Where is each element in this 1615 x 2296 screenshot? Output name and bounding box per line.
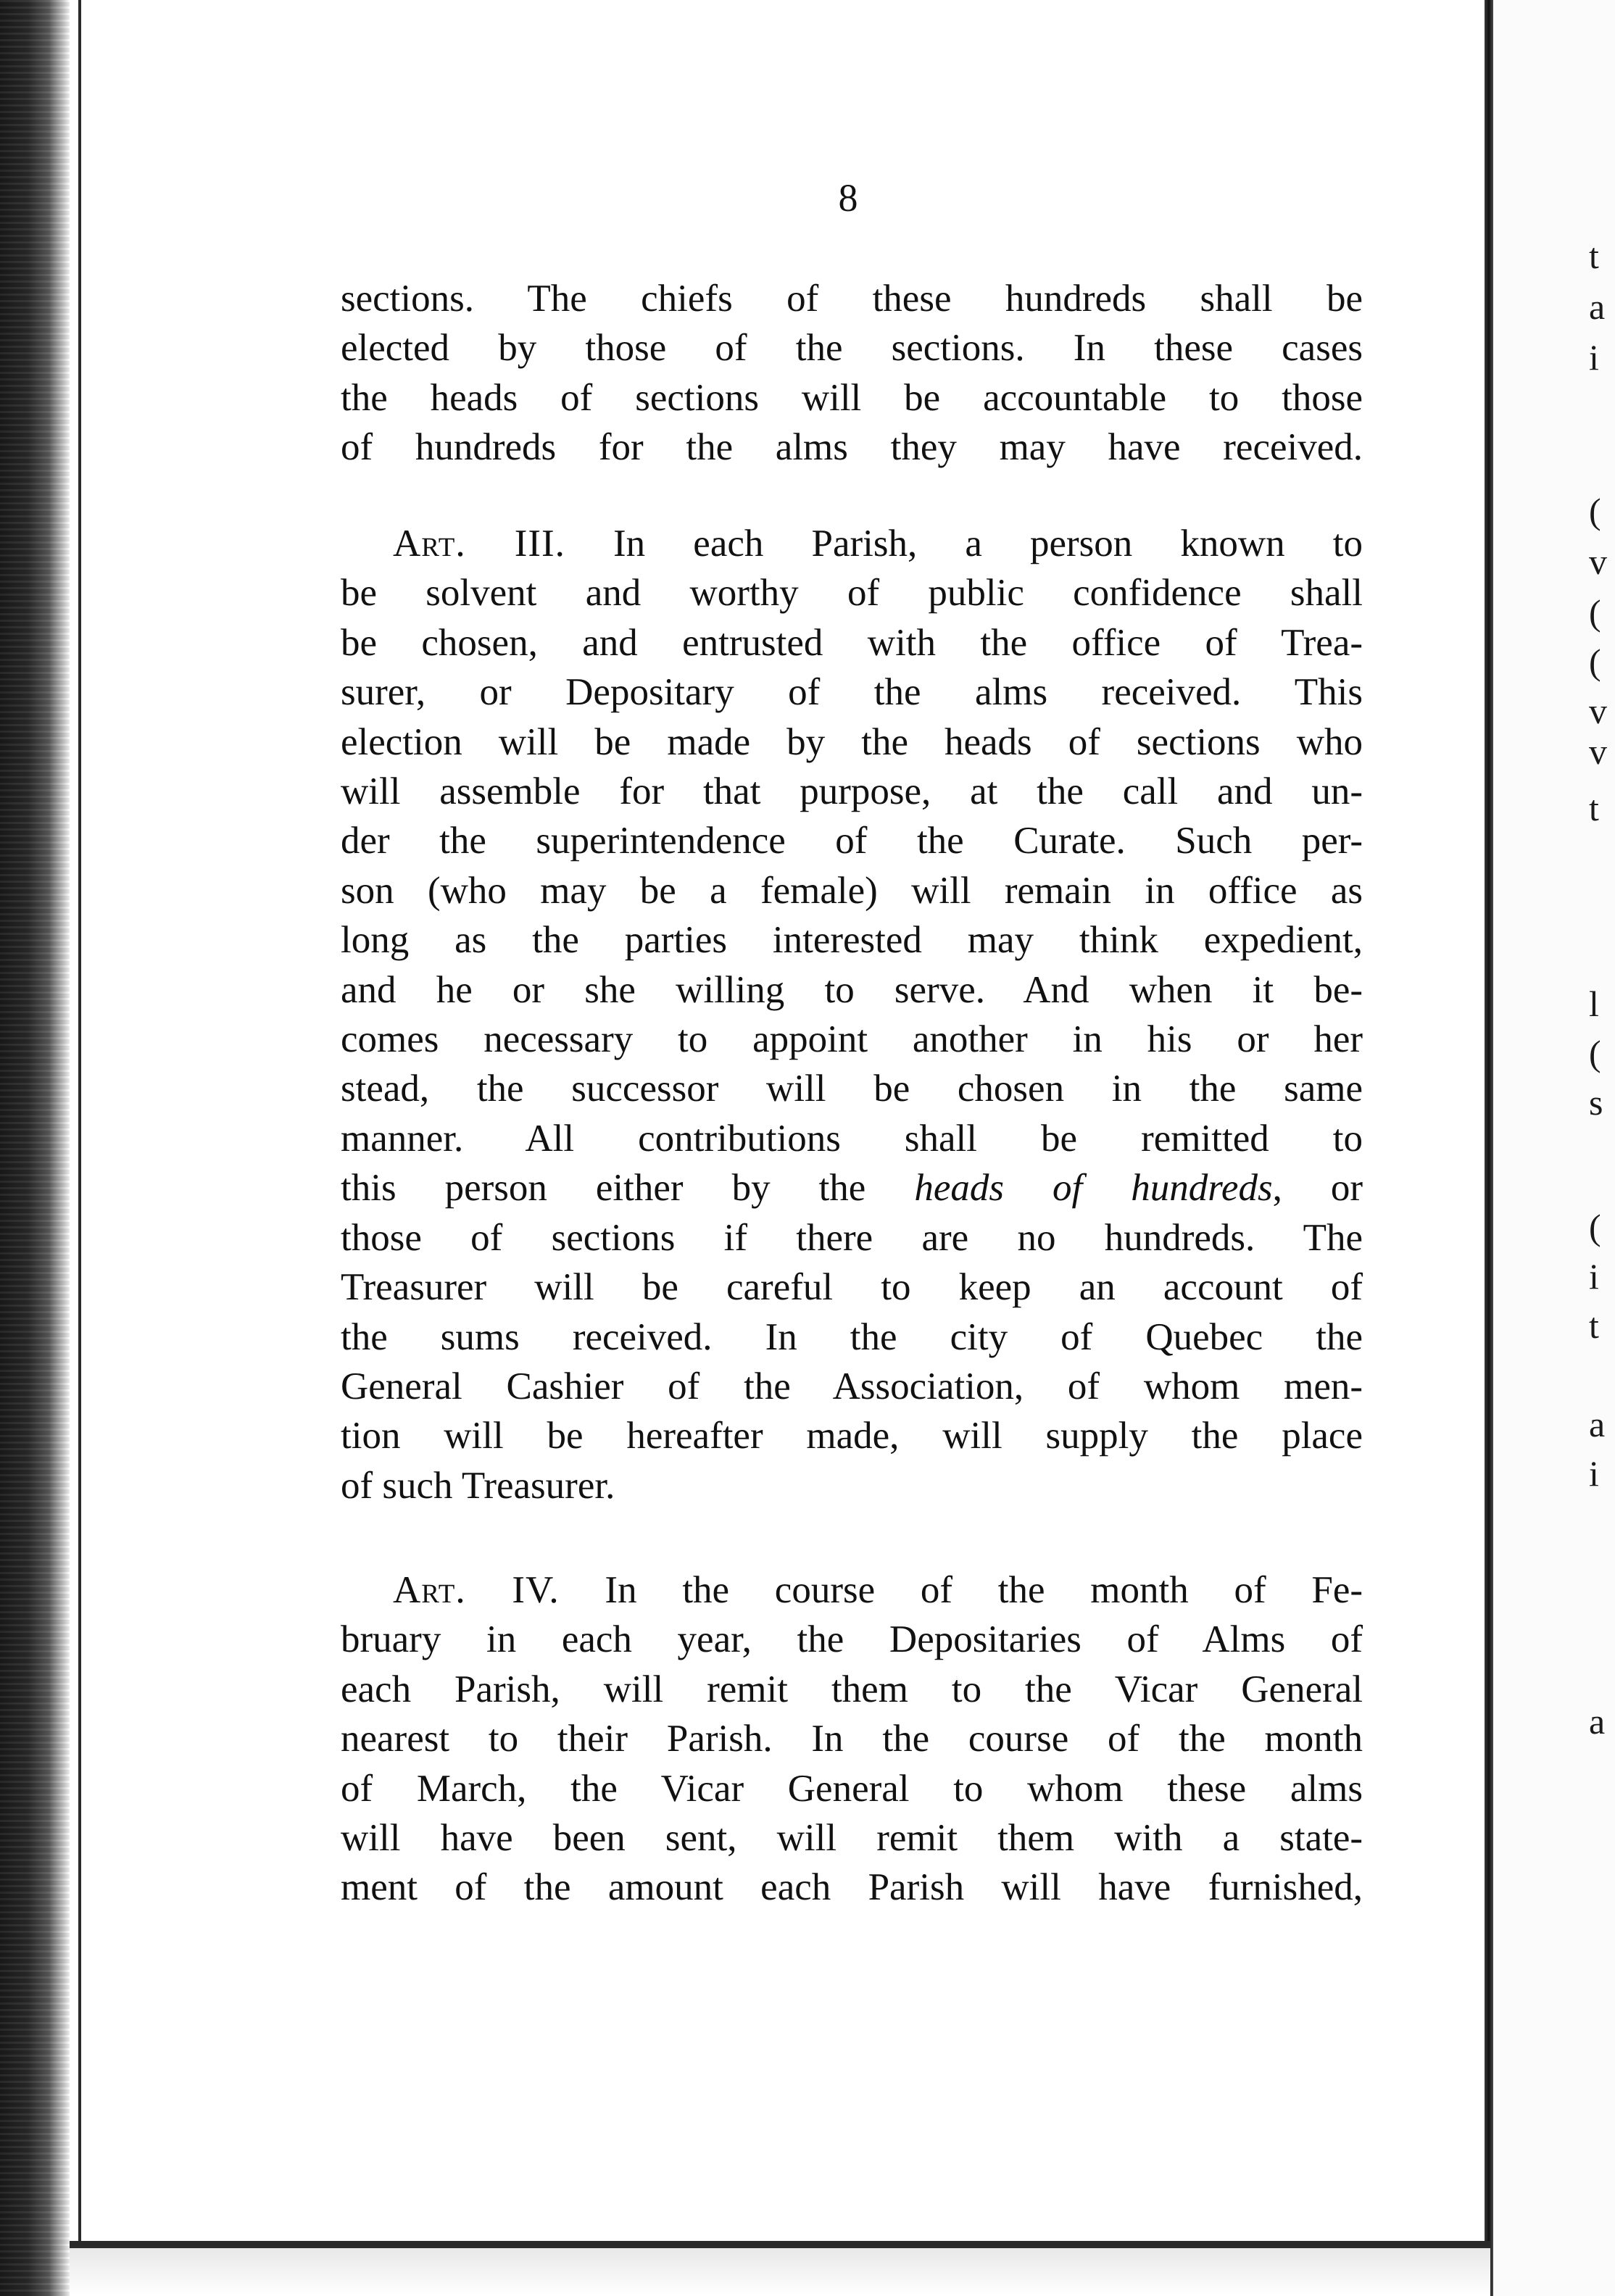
facing-page-fragment: ( <box>1589 1207 1601 1247</box>
text-line: the sums received. In the city of Quebec the <box>341 1315 1363 1358</box>
facing-page-fragment: t <box>1589 1305 1599 1346</box>
text-line: tion will be hereafter made, will supply the place <box>341 1415 1363 1457</box>
text-line: ment of the amount each Parish will have furnished, <box>341 1866 1363 1909</box>
text-line: Art. III. In each Parish, a person known to <box>393 523 1363 565</box>
facing-page-fragment: ( <box>1589 491 1601 531</box>
paragraph-article-3 <box>341 519 1363 1510</box>
text-line: be solvent and worthy of public confidence shall <box>341 572 1363 615</box>
text-line: comes necessary to appoint another in his or her <box>341 1018 1363 1061</box>
facing-page-fragment: a <box>1589 1404 1606 1444</box>
text-line: surer, or Depositary of the alms received. This <box>341 671 1363 714</box>
facing-page-fragment: ( <box>1589 592 1601 633</box>
text-line: election will be made by the heads of sections who <box>341 720 1363 763</box>
text-line: elected by those of the sections. In these cases <box>341 327 1363 370</box>
facing-page-fragment: v <box>1589 541 1607 582</box>
facing-page-fragment: i <box>1589 1453 1599 1494</box>
text-line: der the superintendence of the Curate. Such per- <box>341 820 1363 862</box>
page-number: 8 <box>838 176 858 220</box>
text-line: son (who may be a female) will remain in office as <box>341 869 1363 912</box>
facing-page-fragment: i <box>1589 337 1599 378</box>
bottom-page-strip <box>70 2248 1490 2296</box>
facing-page-fragment: i <box>1589 1256 1599 1297</box>
text-line: those of sections if there are no hundreds. The <box>341 1216 1363 1259</box>
facing-page-fragment: s <box>1589 1082 1603 1123</box>
text-line: be chosen, and entrusted with the office of Trea- <box>341 621 1363 664</box>
text-line: manner. All contributions shall be remitted to <box>341 1117 1363 1160</box>
text-line: of March, the Vicar General to whom these alms <box>341 1767 1363 1810</box>
article-label: Art. III. <box>393 523 565 565</box>
text-line: this person either by the heads of hundreds, or <box>341 1167 1363 1210</box>
paragraph-1 <box>341 274 1363 473</box>
text-line: of hundreds for the alms they may have received. <box>341 426 1363 469</box>
text-line: of such Treasurer. <box>341 1464 615 1507</box>
italic-phrase: heads of hundreds <box>914 1167 1273 1210</box>
facing-page-fragment: ( <box>1589 641 1601 682</box>
bottom-edge <box>70 2241 1490 2248</box>
text-line: the heads of sections will be accountable to those <box>341 376 1363 419</box>
facing-page-fragment: t <box>1589 236 1599 276</box>
page-divider <box>1485 0 1493 2296</box>
text-line: Treasurer will be careful to keep an account of <box>341 1266 1363 1309</box>
text-line: nearest to their Parish. In the course of the month <box>341 1718 1363 1760</box>
article-label: Art. IV. <box>393 1569 560 1611</box>
gutter-texture <box>0 0 70 2296</box>
text-line: stead, the successor will be chosen in the same <box>341 1068 1363 1110</box>
text-line: sections. The chiefs of these hundreds shall be <box>341 278 1363 320</box>
paragraph-article-4 <box>341 1565 1363 1913</box>
facing-page-fragment: l <box>1589 983 1599 1024</box>
spine-line <box>78 0 81 2296</box>
text-line: Art. IV. In the course of the month of Fe- <box>393 1569 1363 1611</box>
facing-page-fragment: v <box>1589 731 1607 772</box>
text-line: bruary in each year, the Depositaries of Alms of <box>341 1618 1363 1661</box>
facing-page-fragment: a <box>1589 286 1606 327</box>
text-line: will assemble for that purpose, at the call and un- <box>341 770 1363 813</box>
facing-page-fragment: v <box>1589 691 1607 731</box>
facing-page-fragment: ( <box>1589 1033 1601 1073</box>
text-line: General Cashier of the Association, of whom men- <box>341 1365 1363 1407</box>
text-line: and he or she willing to serve. And when it be- <box>341 968 1363 1011</box>
text-line: long as the parties interested may think expedient, <box>341 919 1363 962</box>
facing-page-fragment: t <box>1589 788 1599 828</box>
facing-page-fragment: a <box>1589 1701 1606 1742</box>
text-line: will have been sent, will remit them with a state- <box>341 1817 1363 1860</box>
text-line: each Parish, will remit them to the Vicar General <box>341 1668 1363 1710</box>
